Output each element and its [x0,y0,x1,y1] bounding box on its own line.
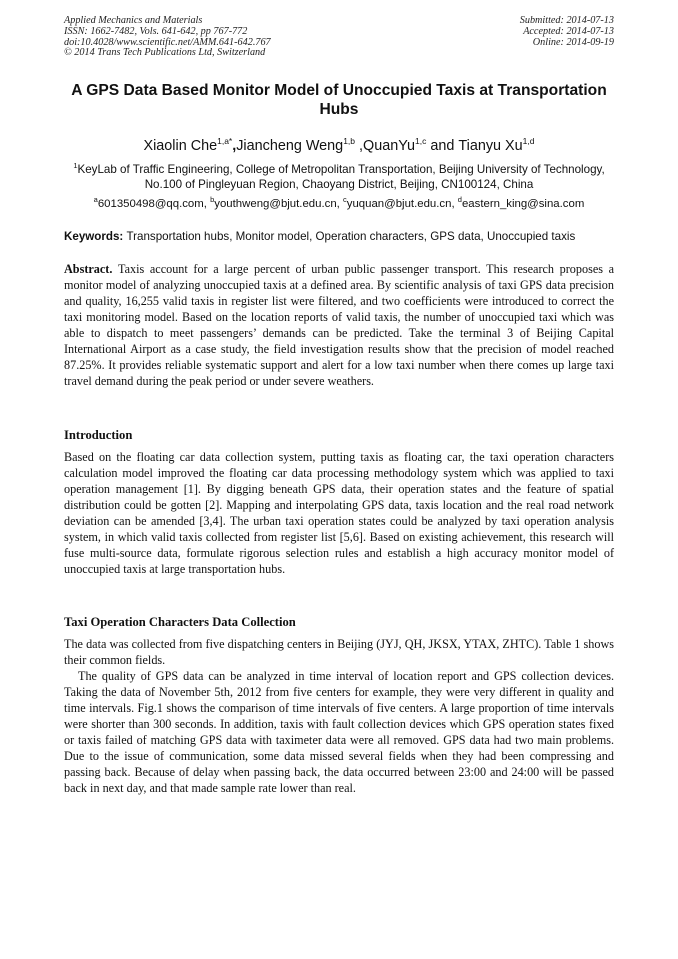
abstract-text: Taxis account for a large percent of urban public passenger transport. This research proposes a monitor model of analyzing unoccupied taxis at a defined area. By scientific analysis of taxi GPS data precision and quality, 16,255 valid taxis in register list were filtered, and two coefficients were introduced to correct the taxi monitoring model. Based on the location reports of valid taxis, the number of unoccupied taxi which was able to dispatch to meet passengers’ demands can be predicted. Take the terminal 3 of Beijing Capital International Airport as a case study, the field investigation results show that the precision of model reached 87.25%. It provides reliable systematic support and alert for a low taxi number when there comes up large taxi travel demand during the peak period or under severe weathers. [64,262,614,388]
author-name: Jiancheng Weng [236,138,344,154]
abstract-label: Abstract. [64,262,113,276]
journal-header-left [64,16,271,59]
email-mark: d [457,195,462,204]
author-and: and [430,138,455,154]
introduction-paragraph: Based on the floating car data collection system, putting taxis as floating car, the taxi operation characters calculation model improved the floating car data processing methodology system which was applied to taxi operation management [1]. By digging beneath GPS data, their operation states and the feature of spatial distribution could be gotten [2]. Mapping and interpolating GPS data, taxis location and the real road network deviation can be amended [3,4]. The urban taxi operation states could be analyzed by taxi operation analysis system, in which valid taxis collected from register list [5,6]. Based on existing achievement, this research will fuse multi-source data, formulate rigorous selection rules and establish a high accuracy monitor model of unoccupied taxis at large transportation hubs. [64,450,614,576]
email-mark: c [343,195,347,204]
affiliation-mark: 1 [73,161,78,170]
author-affil-mark: 1,a* [217,136,233,146]
submitted-date: Submitted: 2014-07-13 [519,15,614,26]
abstract [64,261,614,389]
doi-line[interactable]: doi:10.4028/www.scientific.net/AMM.641-642.767 [64,36,271,48]
author-affil-mark: 1,c [415,136,427,146]
email-mark: a [93,195,98,204]
journal-name: Applied Mechanics and Materials [64,15,203,26]
copyright-line: © 2014 Trans Tech Publications Ltd, Switzerland [64,47,266,59]
affiliation [64,158,614,192]
author-name: Xiaolin Che [143,138,218,154]
email-address[interactable]: youthweng@bjut.edu.cn [214,198,337,210]
accepted-date: Accepted: 2014-07-13 [523,25,614,37]
introduction-heading: Introduction [64,428,133,442]
issn-line: ISSN: 1662-7482, Vols. 641-642, pp 767-772 [64,25,248,37]
email-list: $^a$601350498@qq.com, $^b$youthweng@bjut.edu.cn, $^c$yuquan@bjut.edu.cn, $^d$eastern_king@sina.com [93,195,585,210]
author-affil-mark: 1,b [343,136,356,146]
email-address[interactable]: 601350498@qq.com [97,198,204,210]
data-collection-paragraph-2: The quality of GPS data can be analyzed in time interval of location report and GPS collection devices. Taking the data of November 5th, 2012 from five centers for example, they were very different in quality and time intervals. Fig.1 shows the comparison of time intervals of five centers. A large proportion of time intervals were shorter than 300 seconds. In addition, taxis with fault collection devices which GPS operation states fixed or taxis failed of matching GPS data with taximeter data were all removed. GPS data had two main problems. Due to the issue of communication, some data missed several fields when they had been compressing and passing back. Because of delay when passing back, the data occurred between 23:00 and 24:00 will be passed back in next day, and that made sample rate lower than real. [64,669,614,795]
keywords-label: Keywords: [64,230,124,243]
email-address[interactable]: eastern_king@sina.com [461,198,585,210]
author-list: Xiaolin Che$^{1,a*}$,Jiancheng Weng$^{1,b}$ ,QuanYu$^{1,c}$ and Tianyu Xu$^{1,d}$ [143,136,535,154]
author-affil-mark: 1,d [522,136,535,146]
data-collection-paragraph-1: The data was collected from five dispatching centers in Beijing (JYJ, QH, JKSX, YTAX, ZHTC). Table 1 shows their common fields. [64,637,614,667]
keywords-text: Transportation hubs, Monitor model, Operation characters, GPS data, Unoccupied taxis [126,230,576,243]
email-address[interactable]: yuquan@bjut.edu.cn [346,198,452,210]
author-name: QuanYu [363,138,416,154]
online-date: Online: 2014-09-19 [532,36,614,48]
data-collection-heading: Taxi Operation Characters Data Collection [64,615,296,629]
author-name: Tianyu Xu [458,138,523,154]
journal-header-right [520,16,614,48]
keywords [64,230,614,244]
email-mark: b [210,195,215,204]
affiliation-text: KeyLab of Traffic Engineering, College of Metropolitan Transportation, Beijing University of Technology, No.100 of Pingleyuan Region, Chaoyang District, Beijing, CN100124, China [77,163,605,191]
paper-title: A GPS Data Based Monitor Model of Unoccupied Taxis at Transportation Hubs [71,82,607,118]
